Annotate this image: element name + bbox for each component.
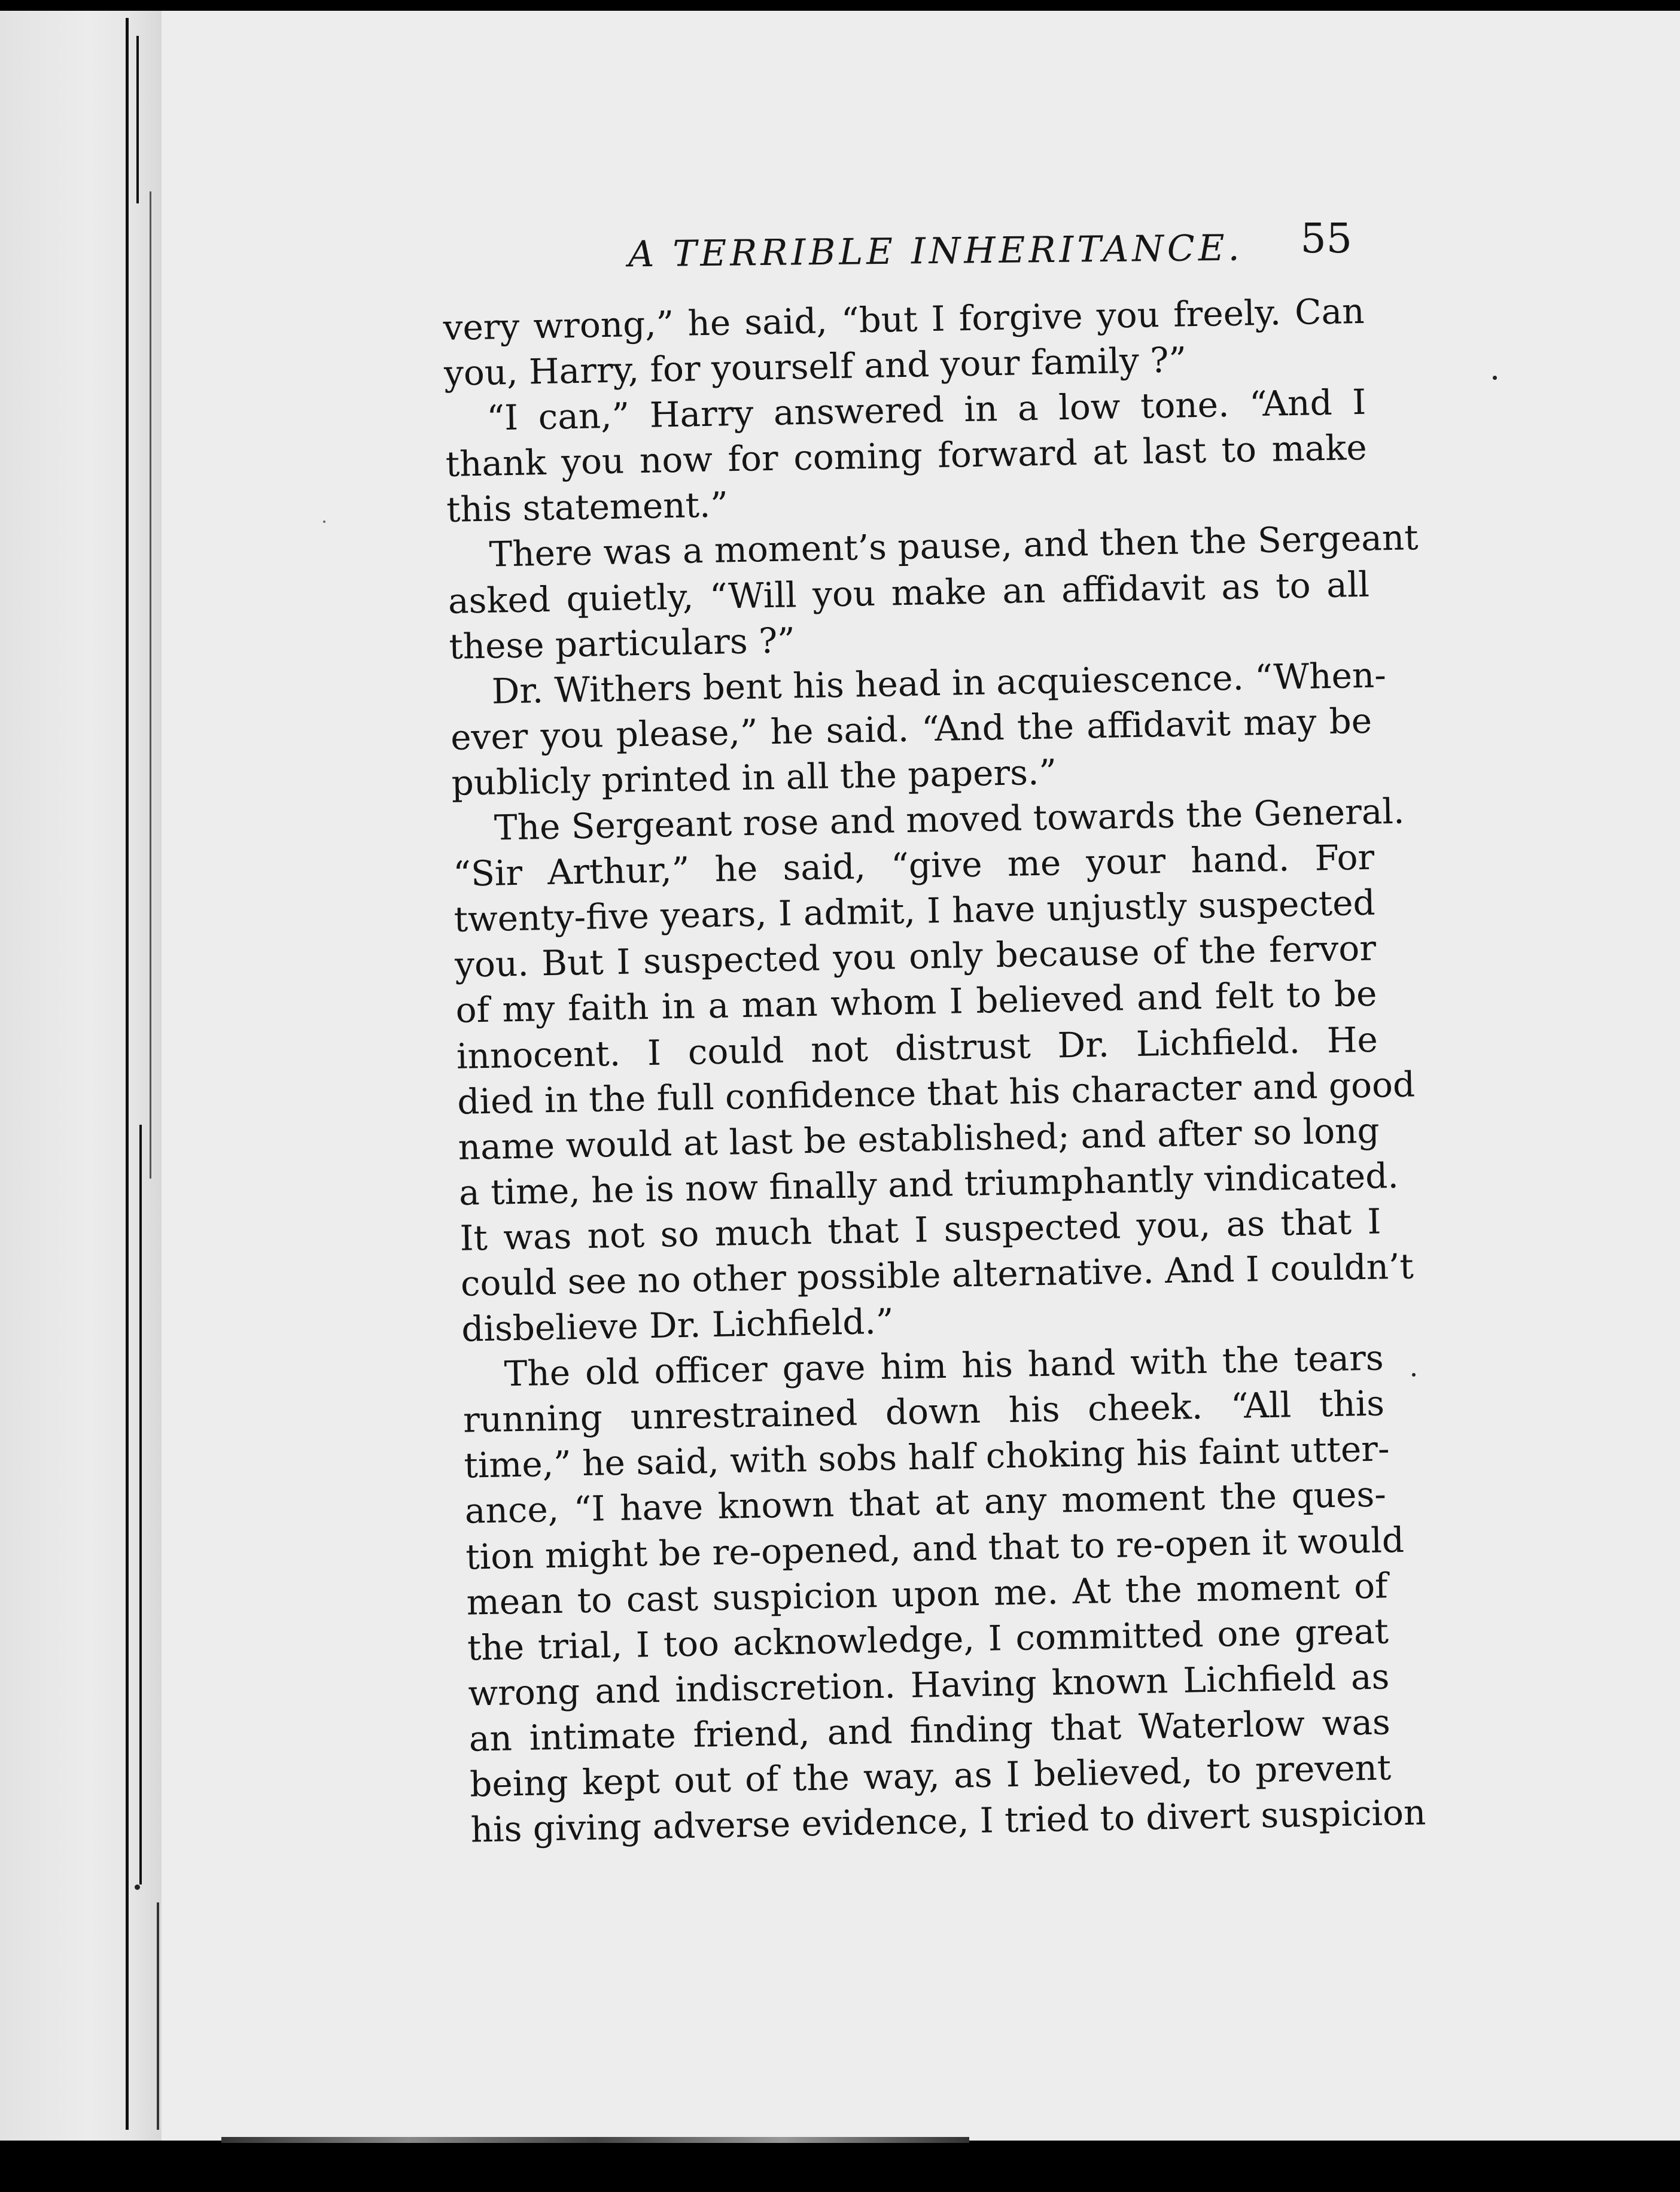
text-line: asked quietly, “Will you make an affidavit as to all bbox=[448, 564, 1370, 622]
text-line: of my faith in a man whom I believed and felt to be bbox=[455, 973, 1377, 1031]
scan-speck bbox=[135, 1884, 140, 1890]
body-text bbox=[443, 288, 1426, 1853]
text-line: running unrestrained down his cheek. “All this bbox=[462, 1383, 1385, 1441]
text-line: mean to cast suspicion upon me. At the moment of bbox=[466, 1565, 1389, 1623]
text-line: you, Harry, for yourself and your family ?” bbox=[443, 339, 1187, 394]
binding-edge-inner bbox=[136, 36, 139, 203]
page-header bbox=[598, 215, 1352, 287]
text-line: being kept out of the way, as I believed, to prevent bbox=[469, 1747, 1392, 1805]
text-line: an intimate friend, and finding that Waterlow was bbox=[468, 1701, 1391, 1759]
text-line: innocent. I could not distrust Dr. Lichfield. He bbox=[456, 1019, 1378, 1077]
text-line: publicly printed in all the papers.” bbox=[451, 751, 1057, 803]
text-line: wrong and indiscretion. Having known Lichfield as bbox=[467, 1656, 1390, 1714]
text-line: time,” he said, with sobs half choking his faint utter- bbox=[463, 1428, 1390, 1487]
text-line: thank you now for coming forward at last to make bbox=[445, 427, 1368, 485]
text-line: very wrong,” he said, “but I forgive you freely. Can bbox=[443, 290, 1365, 348]
text-line: a time, he is now finally and triumphantly vindicated. bbox=[458, 1155, 1399, 1213]
text-line: died in the full confidence that his character and good bbox=[456, 1064, 1416, 1122]
scan-speck bbox=[1493, 376, 1497, 380]
text-line: this statement.” bbox=[446, 484, 729, 531]
text-line: ance, “I have known that at any moment the ques- bbox=[464, 1473, 1387, 1532]
text-line: The old officer gave him his hand with the tears bbox=[504, 1337, 1384, 1395]
scan-speck bbox=[1412, 1373, 1416, 1377]
text-line: ever you please,” he said. “And the affidavit may be bbox=[450, 700, 1372, 758]
binding-edge-inner bbox=[150, 191, 151, 1179]
binding-edge-inner bbox=[139, 1125, 142, 1884]
binding-edge bbox=[126, 18, 129, 2130]
text-line: tion might be re-opened, and that to re-open it would bbox=[465, 1519, 1405, 1578]
text-line: It was not so much that I suspected you, as that I bbox=[459, 1201, 1381, 1259]
text-line: There was a moment’s pause, and then the Sergeant bbox=[489, 517, 1419, 576]
text-line: these particulars ?” bbox=[448, 619, 796, 667]
running-title: A TERRIBLE INHERITANCE. bbox=[628, 227, 1243, 276]
text-line: “Sir Arthur,” he said, “give me your hand. For bbox=[452, 836, 1375, 894]
binding-edge-inner bbox=[157, 1902, 159, 2130]
text-line: The Sergeant rose and moved towards the General. bbox=[494, 790, 1405, 848]
text-line: the trial, I too acknowledge, I committed one great bbox=[467, 1610, 1389, 1669]
text-line: you. But I suspected you only because of the fervor bbox=[454, 927, 1377, 986]
text-line: twenty-five years, I admit, I have unjustly suspected bbox=[454, 882, 1376, 940]
text-line: “I can,” Harry answered in a low tone. “And I bbox=[486, 381, 1366, 439]
text-line: could see no other possible alternative. And I couldn’t bbox=[460, 1246, 1414, 1304]
book-gutter bbox=[0, 11, 162, 2141]
text-line: name would at last be established; and after so long bbox=[458, 1110, 1380, 1168]
text-line: disbelieve Dr. Lichfield.” bbox=[461, 1301, 894, 1350]
bottom-edge-shadow bbox=[221, 2137, 969, 2143]
page-number: 55 bbox=[1300, 215, 1352, 263]
scan-speck bbox=[323, 520, 325, 523]
text-line: Dr. Withers bent his head in acquiescence. “When- bbox=[491, 654, 1387, 712]
text-line: his giving adverse evidence, I tried to divert suspicion bbox=[470, 1792, 1426, 1850]
